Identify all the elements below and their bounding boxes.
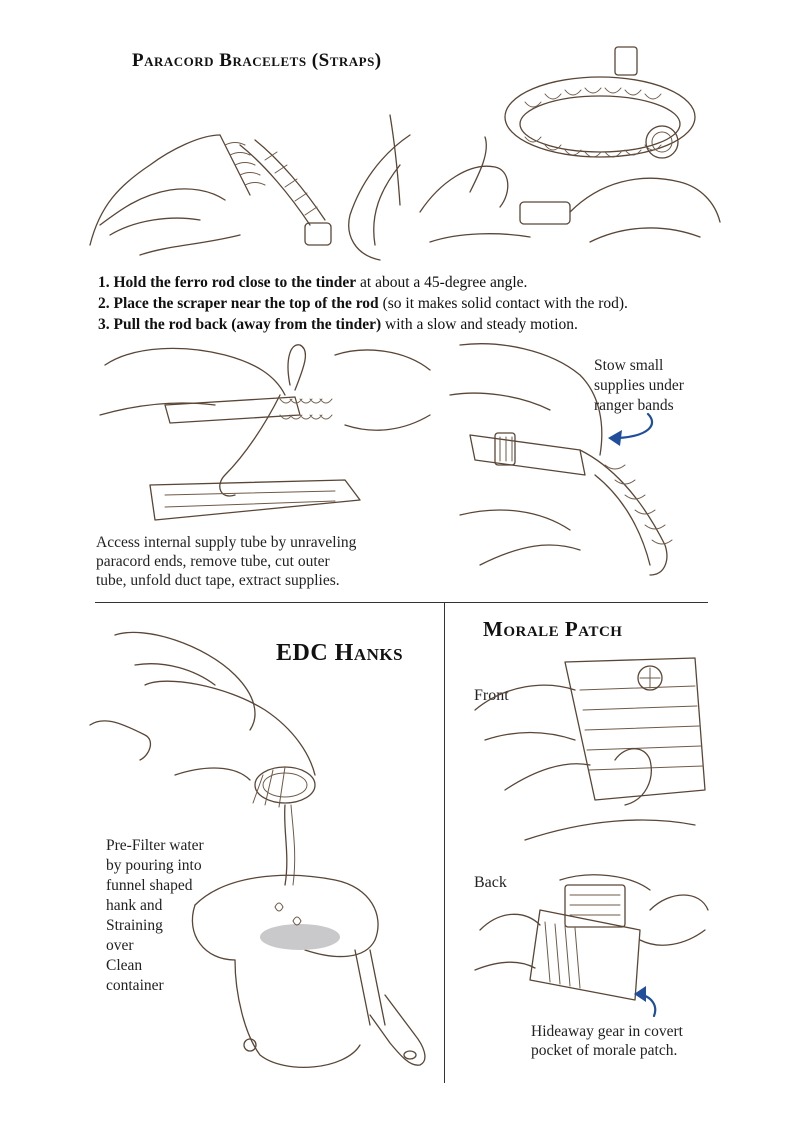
step-item: 3. Pull the rod back (away from the tinder) with a slow and steady motion.	[98, 316, 578, 333]
patch-front-illustration	[465, 650, 710, 855]
step-item: 1. Hold the ferro rod close to the tinder at about a 45-degree angle.	[98, 274, 528, 291]
stow-arrow-icon	[598, 410, 668, 450]
front-label: Front	[474, 687, 509, 704]
vertical-divider	[444, 603, 445, 1083]
hideaway-arrow-icon	[632, 980, 672, 1020]
paracord-bracelet-buckle-illustration	[400, 42, 730, 257]
stow-supplies-caption: Stow small supplies under ranger bands	[594, 357, 684, 414]
edc-hanks-title: EDC Hanks	[276, 640, 404, 666]
edc-caption: Pre-Filter water by pouring into funnel shaped hank and Straining over Clean container	[106, 837, 204, 994]
patch-back-illustration	[470, 850, 710, 1010]
morale-patch-title: Morale Patch	[483, 617, 623, 641]
step-item: 2. Place the scraper near the top of the rod (so it makes solid contact with the rod).	[98, 295, 628, 312]
unraveling-paracord-illustration	[95, 335, 435, 535]
back-label: Back	[474, 874, 507, 891]
hands-bracelet-illustration	[80, 95, 420, 265]
firestarting-steps	[98, 272, 718, 335]
horizontal-divider	[95, 602, 708, 603]
access-supply-caption: Access internal supply tube by unraveling paracord ends, remove tube, cut outer tube, unfold duct tape, extract supplies.	[96, 534, 357, 589]
hideaway-caption: Hideaway gear in covert pocket of morale patch.	[531, 1023, 683, 1059]
paracord-title: Paracord Bracelets (Straps)	[132, 50, 382, 71]
